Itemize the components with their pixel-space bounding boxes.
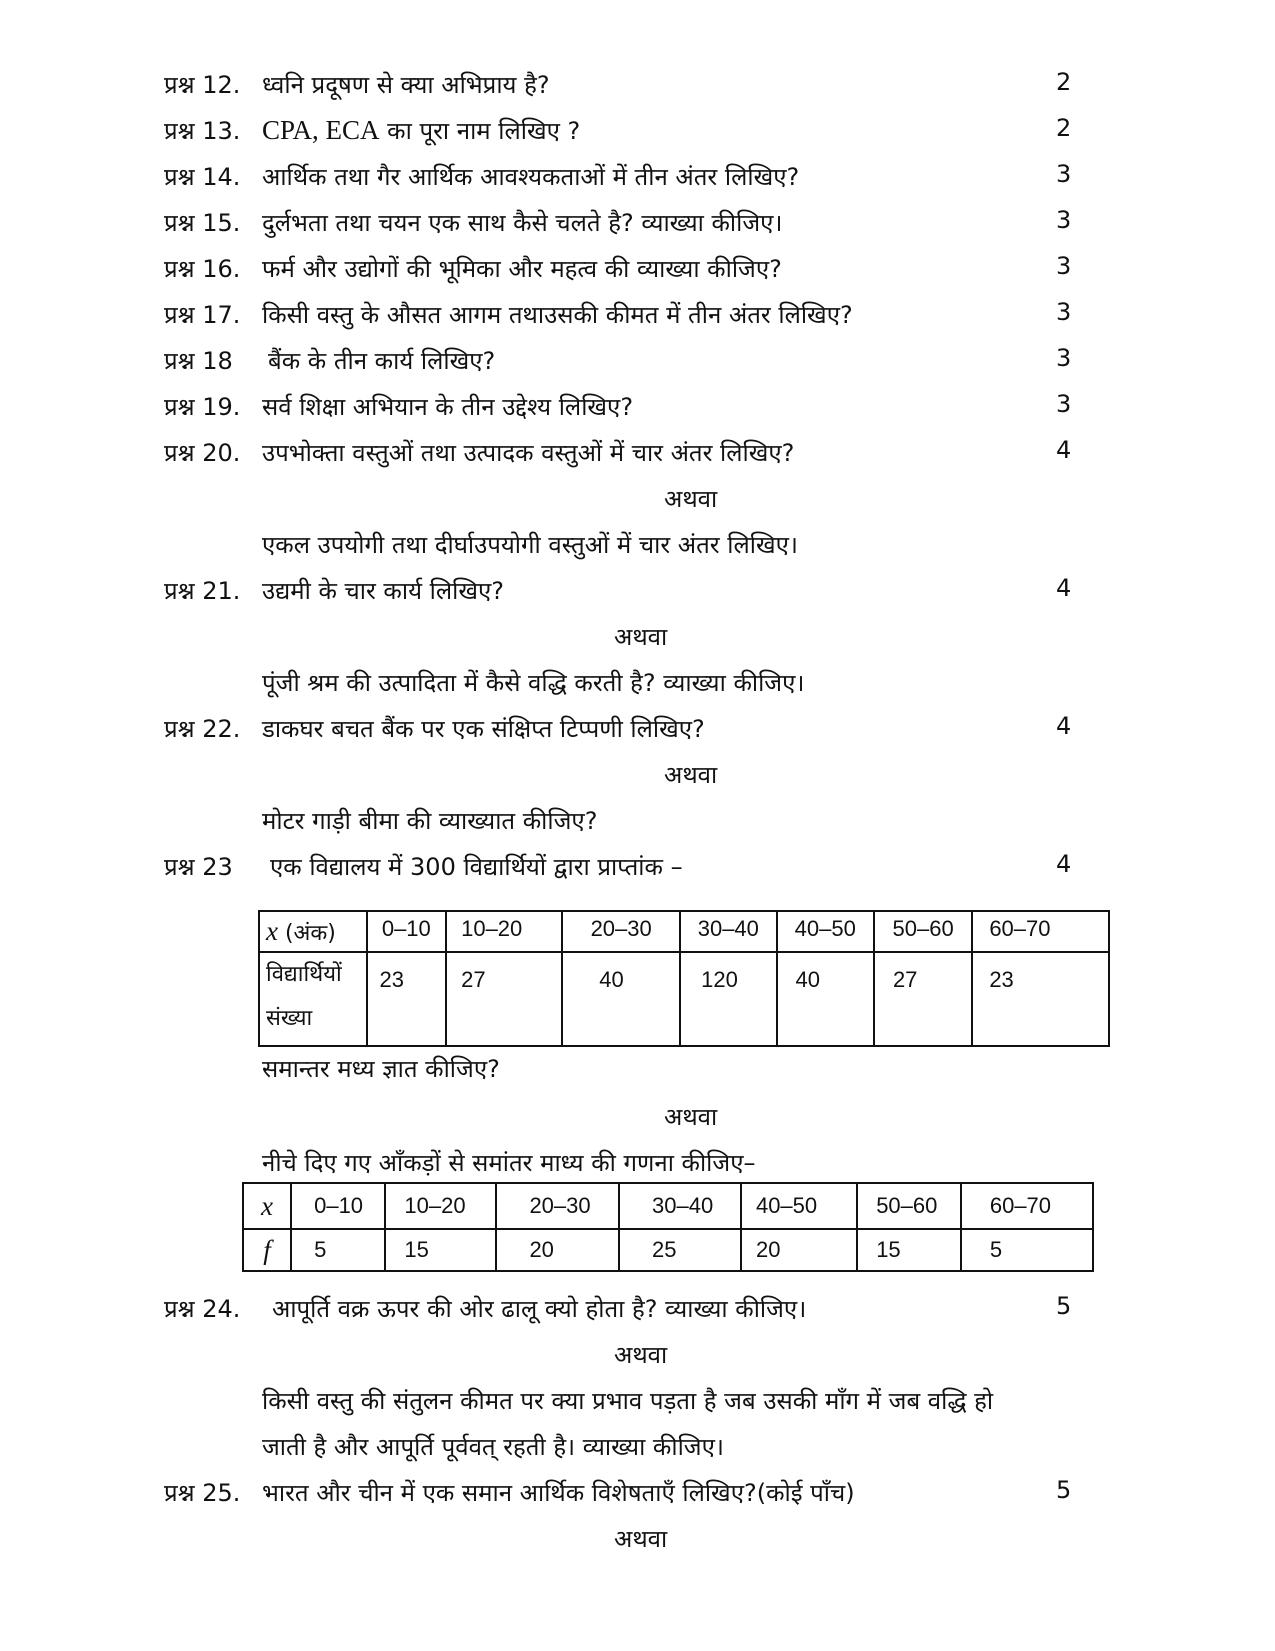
alternative-question-line: किसी वस्तु की संतुलन कीमत पर क्या प्रभाव पड़ता है जब उसकी माँग में जब वद्धि हो (262, 1387, 994, 1415)
question-marks: 3 (1056, 206, 1072, 234)
question-number: प्रश्न 21. (164, 577, 241, 605)
question-text: एक विद्यालय में 300 विद्यार्थियों द्वारा प्राप्तांक – (270, 853, 683, 881)
range-cell: 60–70 (972, 911, 1109, 952)
row-label-line: विद्यार्थियों (266, 962, 342, 987)
or-divider: अथवा (664, 485, 718, 513)
variable-x: x (266, 916, 278, 946)
range-cell: 10–20 (446, 911, 562, 952)
range-cell: 60–70 (961, 1183, 1093, 1229)
question-number: प्रश्न 14. (164, 163, 241, 191)
question-22 (0, 712, 1275, 752)
freq-cell: 15 (857, 1229, 961, 1271)
range-cell: 20–30 (562, 911, 680, 952)
question-text: दुर्लभता तथा चयन एक साथ कैसे चलते है? व्याख्या कीजिए। (262, 209, 783, 237)
alternative-question-line: जाती है और आपूर्ति पूर्ववत् रहती है। व्याख्या कीजिए। (262, 1433, 724, 1461)
question-marks: 5 (1056, 1292, 1072, 1320)
alternative-question: नीचे दिए गए आँकड़ों से समांतर माध्य की गणना कीजिए– (262, 1149, 756, 1177)
range-cell: 0–10 (367, 911, 447, 952)
question-number: प्रश्न 13. (164, 117, 241, 145)
question-18 (0, 344, 1275, 384)
range-cell: 30–40 (680, 911, 776, 952)
range-cell: 40–50 (777, 911, 874, 952)
question-text: फर्म और उद्योगों की भूमिका और महत्व की व्याख्या कीजिए? (262, 255, 782, 283)
header-unit: (अंक) (277, 921, 336, 946)
question-number: प्रश्न 12. (164, 71, 241, 99)
question-number: प्रश्न 20. (164, 439, 241, 467)
question-text-wrap (262, 114, 580, 147)
question-marks: 2 (1056, 68, 1072, 96)
question-number: प्रश्न 16. (164, 255, 241, 283)
question-15 (0, 206, 1275, 246)
question-marks: 3 (1056, 252, 1072, 280)
question-text-latin: CPA, ECA (262, 115, 380, 145)
row-label-line: संख्या (266, 1006, 313, 1031)
freq-cell: 5 (291, 1229, 385, 1271)
row-label-cell (259, 952, 367, 1046)
table-row (259, 952, 1109, 1046)
question-number: प्रश्न 23 (164, 853, 233, 881)
question-marks: 3 (1056, 390, 1072, 418)
label-cell (243, 1183, 291, 1229)
freq-cell: 5 (961, 1229, 1093, 1271)
question-marks: 5 (1056, 1476, 1072, 1504)
range-cell: 40–50 (741, 1183, 857, 1229)
range-cell: 20–30 (496, 1183, 619, 1229)
table-header-row (243, 1183, 1093, 1229)
freq-cell: 15 (385, 1229, 496, 1271)
count-cell: 40 (777, 952, 874, 1046)
question-text: किसी वस्तु के औसत आगम तथाउसकी कीमत में तीन अंतर लिखिए? (262, 301, 853, 329)
question-line: समान्तर मध्य ज्ञात कीजिए? (262, 1055, 500, 1083)
question-text: भारत और चीन में एक समान आर्थिक विशेषताएँ लिखिए?(कोई पाँच) (262, 1479, 855, 1507)
alternative-question: मोटर गाड़ी बीमा की व्याख्यात कीजिए? (262, 807, 598, 835)
question-number: प्रश्न 24. (164, 1295, 241, 1323)
question-text: बैंक के तीन कार्य लिखिए? (268, 347, 496, 375)
question-23 (0, 850, 1275, 890)
range-cell: 0–10 (291, 1183, 385, 1229)
range-cell: 50–60 (874, 911, 972, 952)
question-21 (0, 574, 1275, 614)
count-cell: 120 (680, 952, 776, 1046)
question-text: आर्थिक तथा गैर आर्थिक आवश्यकताओं में तीन अंतर लिखिए? (262, 163, 800, 191)
question-number: प्रश्न 15. (164, 209, 241, 237)
question-24 (0, 1292, 1275, 1332)
frequency-table (242, 1182, 1094, 1272)
variable-x: x (261, 1190, 274, 1221)
freq-cell: 20 (741, 1229, 857, 1271)
range-cell: 50–60 (857, 1183, 961, 1229)
question-marks: 3 (1056, 298, 1072, 326)
alternative-question: पूंजी श्रम की उत्पादिता में कैसे वद्धि करती है? व्याख्या कीजिए। (262, 669, 805, 697)
question-number: प्रश्न 18 (164, 347, 233, 375)
question-text: उपभोक्ता वस्तुओं तथा उत्पादक वस्तुओं में चार अंतर लिखिए? (262, 439, 795, 467)
question-marks: 4 (1056, 712, 1072, 740)
count-cell: 40 (562, 952, 680, 1046)
or-divider: अथवा (614, 1525, 668, 1553)
question-marks: 3 (1056, 160, 1072, 188)
or-divider: अथवा (664, 1103, 718, 1131)
variable-f: f (263, 1234, 271, 1265)
or-divider: अथवा (614, 623, 668, 651)
count-cell: 23 (972, 952, 1109, 1046)
label-cell (243, 1229, 291, 1271)
question-number: प्रश्न 22. (164, 715, 241, 743)
question-text: उद्यमी के चार कार्य लिखिए? (262, 577, 504, 605)
question-number: प्रश्न 25. (164, 1479, 241, 1507)
question-marks: 4 (1056, 574, 1072, 602)
question-marks: 4 (1056, 436, 1072, 464)
freq-cell: 25 (619, 1229, 741, 1271)
question-25 (0, 1476, 1275, 1516)
question-text: सर्व शिक्षा अभियान के तीन उद्देश्य लिखिए? (262, 393, 634, 421)
or-divider: अथवा (614, 1341, 668, 1369)
range-cell: 30–40 (619, 1183, 741, 1229)
question-16 (0, 252, 1275, 292)
question-text: आपूर्ति वक्र ऊपर की ओर ढालू क्यो होता है? व्याख्या कीजिए। (272, 1295, 807, 1323)
count-cell: 23 (367, 952, 447, 1046)
question-12 (0, 68, 1275, 108)
range-cell: 10–20 (385, 1183, 496, 1229)
question-number: प्रश्न 17. (164, 301, 241, 329)
table-header-row (259, 911, 1109, 952)
question-marks: 4 (1056, 850, 1072, 878)
question-14 (0, 160, 1275, 200)
question-text: का पूरा नाम लिखिए ? (379, 117, 581, 145)
question-number: प्रश्न 19. (164, 393, 241, 421)
count-cell: 27 (874, 952, 972, 1046)
question-marks: 3 (1056, 344, 1072, 372)
question-17 (0, 298, 1275, 338)
question-marks: 2 (1056, 114, 1072, 142)
count-cell: 27 (446, 952, 562, 1046)
alternative-question: एकल उपयोगी तथा दीर्घाउपयोगी वस्तुओं में चार अंतर लिखिए। (262, 531, 798, 559)
marks-distribution-table (258, 910, 1110, 1047)
question-20 (0, 436, 1275, 476)
question-text: ध्वनि प्रदूषण से क्या अभिप्राय है? (262, 71, 550, 99)
question-text: डाकघर बचत बैंक पर एक संक्षिप्त टिप्पणी लिखिए? (262, 715, 705, 743)
or-divider: अथवा (664, 761, 718, 789)
header-cell-x (259, 911, 367, 952)
question-19 (0, 390, 1275, 430)
table-row (243, 1229, 1093, 1271)
question-13 (0, 114, 1275, 154)
freq-cell: 20 (496, 1229, 619, 1271)
